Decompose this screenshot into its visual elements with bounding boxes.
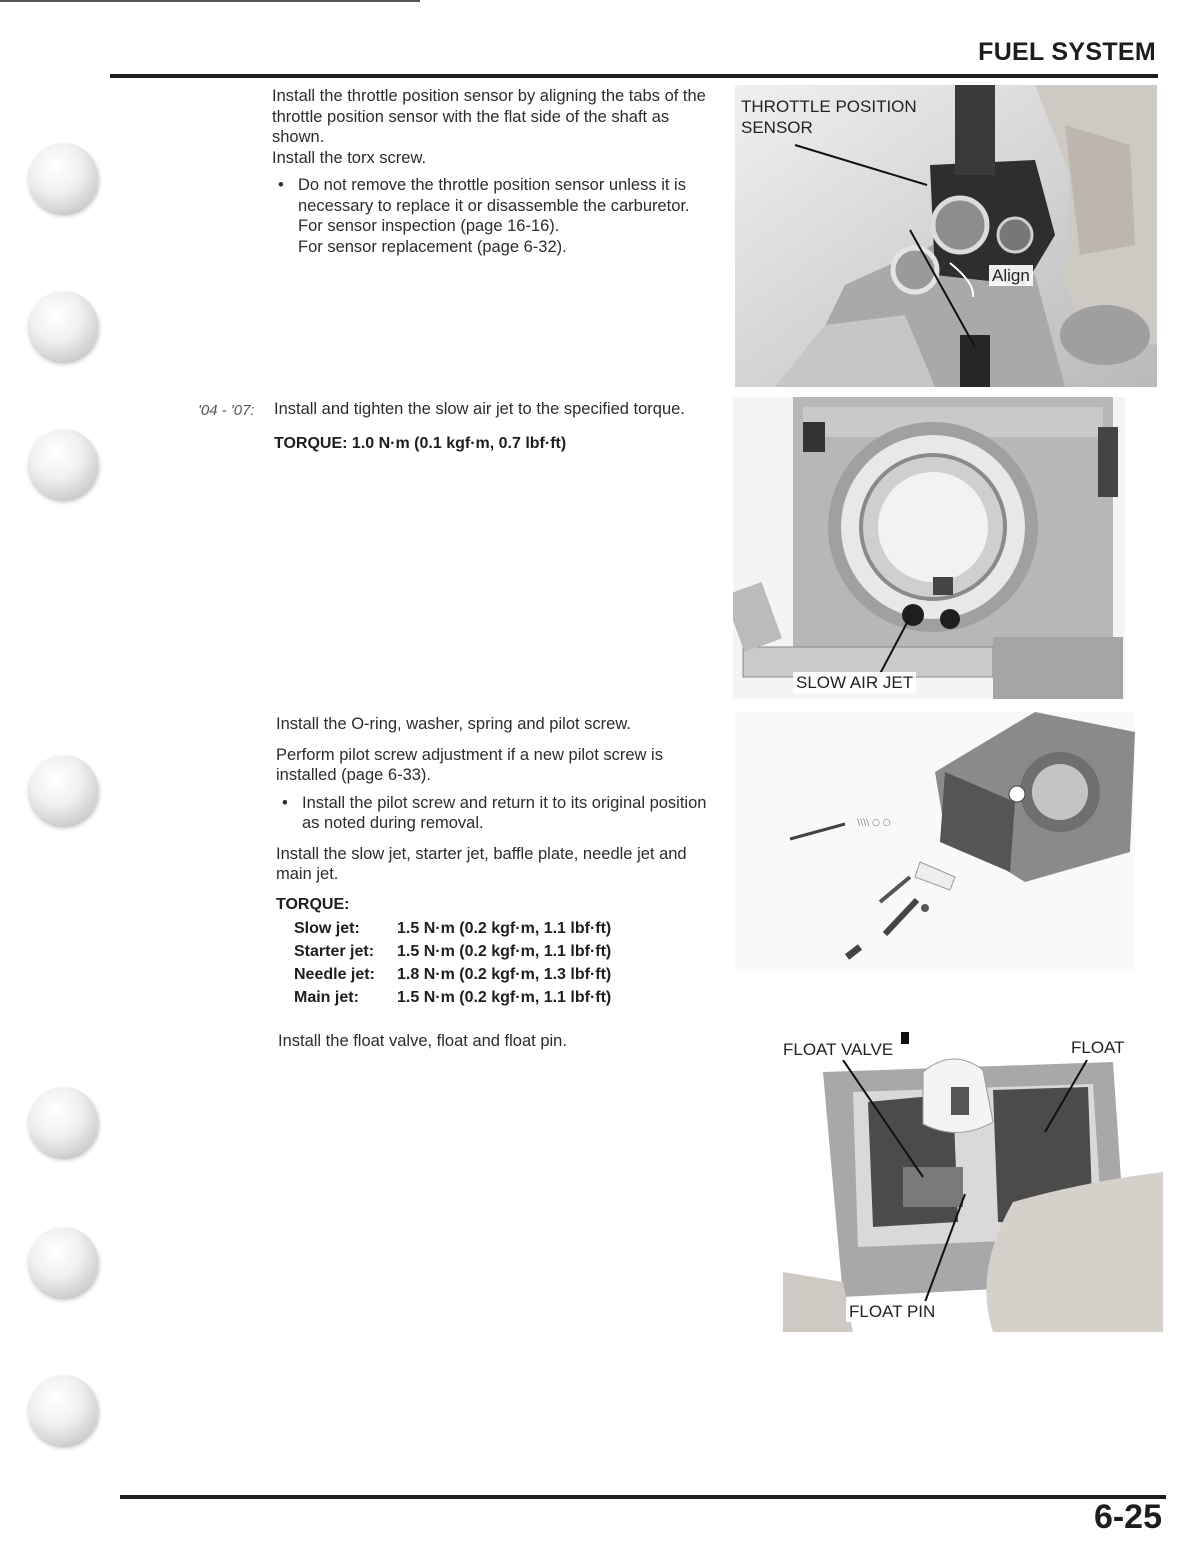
instruction-text: Install the slow jet, starter jet, baffle plate, needle jet and main jet. bbox=[276, 844, 687, 883]
torque-label: Slow jet: bbox=[294, 920, 360, 937]
instruction-text: Install the throttle position sensor by aligning the tabs of the throttle position sensor with the flat side of the shaft as shown. bbox=[272, 87, 706, 146]
torque-value: 1.8 N·m (0.2 kgf·m, 1.3 lbf·ft) bbox=[397, 966, 612, 983]
instruction-text: Perform pilot screw adjustment if a new pilot screw is installed (page 6-33). bbox=[276, 745, 663, 784]
model-year-note: '04 - '07: bbox=[198, 402, 255, 419]
photo-illustration bbox=[733, 397, 1125, 699]
step-slow-air-jet bbox=[274, 399, 720, 454]
step-float bbox=[278, 1031, 718, 1059]
bullet-dot: • bbox=[282, 793, 288, 812]
photo-throttle-position-sensor bbox=[735, 85, 1157, 387]
callout-float-pin: FLOAT PIN bbox=[846, 1301, 938, 1322]
bullet-dot: • bbox=[278, 176, 284, 194]
bullet-text: Do not remove the throttle position sensor unless it is necessary to replace it or disassemble the carburetor. bbox=[298, 176, 690, 215]
header-rule bbox=[110, 74, 1158, 78]
torque-label: Main jet: bbox=[294, 989, 359, 1006]
footer-rule bbox=[120, 1495, 1166, 1499]
torque-label: Starter jet: bbox=[294, 943, 375, 960]
section-title: FUEL SYSTEM bbox=[978, 38, 1156, 66]
photo-float-assembly bbox=[783, 1032, 1163, 1332]
binder-hole bbox=[28, 429, 98, 499]
binder-hole bbox=[28, 755, 98, 825]
callout-throttle-position-sensor: THROTTLE POSITION SENSOR bbox=[741, 97, 917, 137]
step-throttle-sensor bbox=[272, 86, 718, 257]
binder-hole bbox=[28, 1227, 98, 1297]
svg-text:\\\\ ○ ○: \\\\ ○ ○ bbox=[857, 818, 891, 828]
torque-spec: TORQUE: 1.0 N·m (0.1 kgf·m, 0.7 lbf·ft) bbox=[274, 434, 567, 452]
table-row bbox=[294, 917, 611, 940]
bullet-text: Install the pilot screw and return it to its original position as noted during removal. bbox=[302, 793, 707, 832]
photo-illustration bbox=[783, 1032, 1163, 1332]
torque-table bbox=[294, 917, 611, 1009]
photo-pilot-screw-jets bbox=[735, 712, 1135, 972]
torque-label: Needle jet: bbox=[294, 966, 375, 983]
caution-bullet bbox=[272, 175, 718, 257]
page-number: 6-25 bbox=[1093, 1498, 1162, 1536]
photo-slow-air-jet bbox=[733, 397, 1125, 699]
callout-float: FLOAT bbox=[1068, 1037, 1128, 1058]
torque-value: 1.5 N·m (0.2 kgf·m, 1.1 lbf·ft) bbox=[397, 920, 612, 937]
table-row bbox=[294, 963, 611, 986]
binder-hole bbox=[28, 143, 98, 213]
torque-heading: TORQUE: bbox=[276, 895, 350, 913]
step-pilot-screw-jets bbox=[276, 714, 724, 1009]
instruction-text: Install the torx screw. bbox=[272, 148, 427, 167]
binder-hole bbox=[28, 1087, 98, 1157]
photo-illustration bbox=[735, 712, 1135, 972]
instruction-text: Install and tighten the slow air jet to the specified torque. bbox=[274, 400, 685, 418]
callout-align: Align bbox=[989, 265, 1033, 286]
instruction-text: Install the O-ring, washer, spring and pilot screw. bbox=[276, 715, 631, 733]
binder-hole bbox=[28, 291, 98, 361]
top-page-edge bbox=[0, 0, 420, 2]
caution-bullet bbox=[276, 793, 724, 834]
callout-float-valve: FLOAT VALVE bbox=[783, 1039, 896, 1060]
bullet-text: For sensor inspection (page 16-16). bbox=[298, 217, 560, 235]
table-row bbox=[294, 940, 611, 963]
torque-value: 1.5 N·m (0.2 kgf·m, 1.1 lbf·ft) bbox=[397, 943, 612, 960]
callout-slow-air-jet: SLOW AIR JET bbox=[793, 672, 916, 693]
bullet-text: For sensor replacement (page 6-32). bbox=[298, 237, 567, 256]
torque-value: 1.5 N·m (0.2 kgf·m, 1.1 lbf·ft) bbox=[397, 989, 612, 1006]
instruction-text: Install the float valve, float and float pin. bbox=[278, 1032, 567, 1050]
table-row bbox=[294, 986, 611, 1009]
binder-hole bbox=[28, 1375, 98, 1445]
